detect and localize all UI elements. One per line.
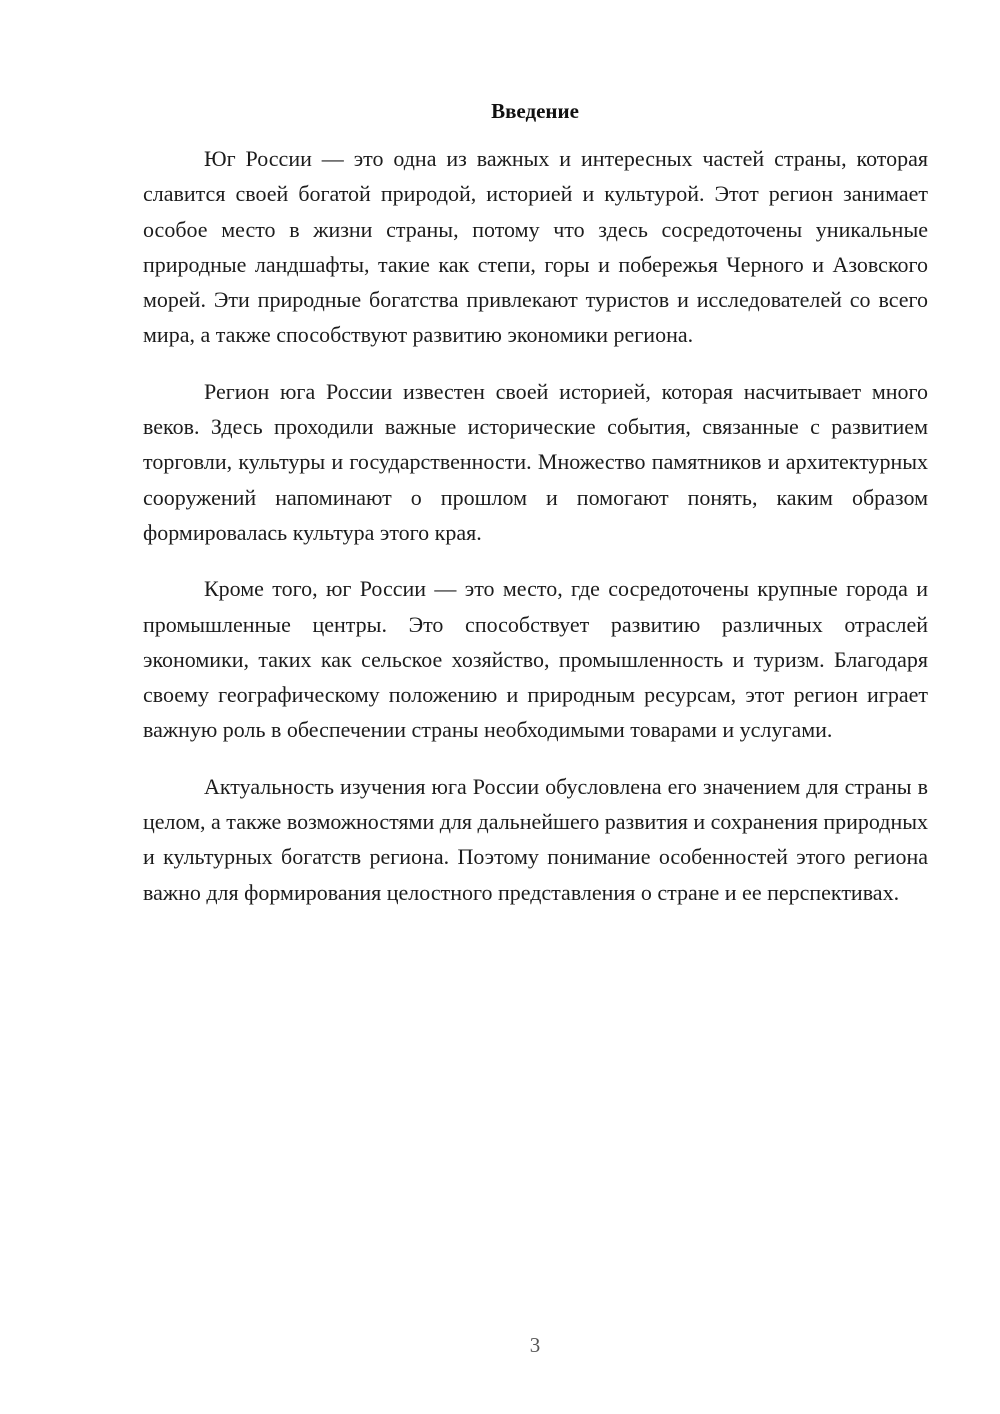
paragraph-3: Кроме того, юг России — это место, где сосредоточены крупные города и промышленные центры. Это способствует развитию различных отраслей экономики, таких как сельское хозяйство, промышленность и туризм. Благодаря своему географическому положению и природным ресурсам, этот регион играет важную роль в обеспечении страны необходимыми товарами и услугами. bbox=[143, 576, 928, 743]
page-number: 3 bbox=[529, 1333, 541, 1357]
paragraph-4: Актуальность изучения юга России обусловлена его значением для страны в целом, а также возможностями для дальнейшего развития и сохранения природных и культурных богатств региона. Поэтому понимание особенностей этого региона важно для формирования целостного представления о стране и ее перспективах. bbox=[143, 773, 928, 905]
paragraph-2: Регион юга России известен своей историей, которая насчитывает много веков. Здесь проходили важные исторические события, связанные с развитием торговли, культуры и государственности. Множество памятников и архитектурных сооружений напоминают о прошлом и помогают понять, каким образом формировалась культура этого края. bbox=[143, 378, 928, 545]
paragraph-1: Юг России — это одна из важных и интересных частей страны, которая славится своей богатой природой, историей и культурой. Этот регион занимает особое место в жизни страны, потому что здесь сосредоточены уникальные природные ландшафты, такие как степи, горы и побережья Черного и Азовского морей. Эти природные богатства привлекают туристов и исследователей со всего мира, а также способствуют развитию экономики региона. bbox=[143, 146, 928, 348]
body-text bbox=[143, 141, 928, 931]
section-title: Введение bbox=[491, 99, 579, 123]
